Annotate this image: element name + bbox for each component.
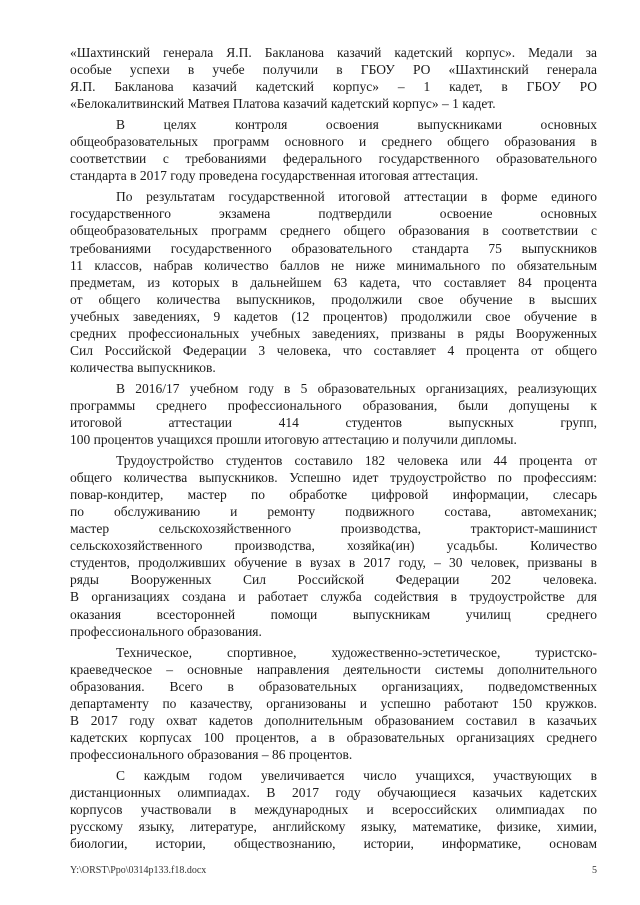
text-line: Сил Российской Федерации 3 человека, что составляет 4 процента от общего	[70, 342, 597, 358]
text-line: «Шахтинский генерала Я.П. Бакланова казачий кадетский корпус». Медали за	[70, 45, 597, 60]
text-line: государственного экзамена подтвердили освоение основных	[70, 206, 597, 222]
text-line: В целях контроля освоения выпускниками основных	[116, 117, 597, 133]
text-line: Техническое, спортивное, художественно-эстетическое, туристско-	[116, 644, 597, 660]
text-line: мастер сельскохозяйственного производства, тракторист-машинист	[70, 521, 597, 537]
text-line: 11 классов, набрав количество баллов не ниже минимального по обязательным	[70, 257, 597, 273]
text-line: департаменту по казачеству, организованы и успешно работают 150 кружков.	[70, 695, 597, 711]
text-line: ряды Вооруженных Сил Российской Федерации 202 человека.	[70, 572, 597, 588]
footer-file-path: Y:\ORST\Ppo\0314p133.f18.docx	[70, 865, 207, 876]
text-line: предметам, из которых в дальнейшем 63 кадета, что составляет 84 процента	[70, 274, 597, 290]
paragraph	[70, 452, 597, 640]
text-line: 100 процентов учащихся прошли итоговую аттестацию и получили дипломы.	[70, 432, 517, 448]
document-body	[70, 44, 597, 856]
text-line: образования. Всего в образовательных организациях, подведомственных	[70, 678, 597, 694]
text-line: В организациях создана и работает служба содействия в трудоустройстве для	[70, 589, 597, 605]
text-line: краеведческое – основные направления деятельности системы дополнительного	[70, 661, 597, 677]
text-line: По результатам государственной итоговой аттестации в форме единого	[116, 189, 597, 205]
text-line: соответствии с требованиями федерального государственного образовательного	[70, 151, 597, 167]
text-line: корпусов участвовали в международных и всероссийских олимпиадах по	[70, 802, 597, 818]
text-line: профессионального образования.	[70, 623, 262, 639]
paragraph	[70, 116, 597, 184]
text-line: повар-кондитер, мастер по обработке цифровой информации, слесарь	[70, 487, 597, 503]
text-line: С каждым годом увеличивается число учащихся, участвующих в	[116, 767, 597, 783]
text-line: «Белокалитвинский Матвея Платова казачий кадетский корпус» – 1 кадет.	[70, 96, 496, 112]
text-line: средних профессиональных учебных заведениях, призваны в ряды Вооруженных	[70, 325, 597, 341]
paragraph	[70, 644, 597, 763]
page-footer	[70, 865, 597, 879]
paragraph	[70, 767, 597, 852]
text-line: Я.П. Бакланова казачий кадетский корпус» – 1 кадет, в ГБОУ РО	[70, 79, 597, 95]
text-line: профессионального образования – 86 процентов.	[70, 746, 353, 762]
paragraph	[70, 44, 597, 112]
text-line: количества выпускников.	[70, 359, 216, 375]
text-line: особые успехи в учебе получили в ГБОУ РО «Шахтинский генерала	[70, 62, 597, 78]
text-line: программы среднего профессионального образования, были допущены к	[70, 397, 597, 413]
text-line: итоговой аттестации 414 студентов выпускных групп,	[70, 414, 597, 430]
text-line: студентов, продолживших обучение в вузах в 2017 году, – 30 человек, призваны в	[70, 555, 597, 571]
text-line: оказания всесторонней помощи выпускникам училищ среднего	[70, 606, 597, 622]
text-line: от общего количества выпускников, продолжили свое обучение в высших	[70, 291, 597, 307]
paragraph	[70, 380, 597, 448]
page-number: 5	[592, 865, 597, 876]
text-line: общего количества выпускников. Успешно идет трудоустройство по профессиям:	[70, 470, 597, 486]
text-line: русскому языку, литературе, английскому языку, математике, физике, химии,	[70, 819, 597, 835]
text-line: стандарта в 2017 году проведена государственная итоговая аттестация.	[70, 168, 479, 184]
text-line: кадетских корпусах 100 процентов, а в образовательных организациях среднего	[70, 729, 597, 745]
paragraph	[70, 188, 597, 376]
text-line: общеобразовательных программ основного и среднего общего образования в	[70, 134, 597, 150]
text-line: В 2017 году охват кадетов дополнительным образованием составил в казачьих	[70, 712, 597, 728]
text-line: общеобразовательных программ среднего общего образования в соответствии с	[70, 223, 597, 239]
text-line: дистанционных олимпиадах. В 2017 году обучающиеся казачьих кадетских	[70, 784, 597, 800]
text-line: биологии, истории, обществознанию, истории, информатике, основам	[70, 836, 597, 852]
text-line: сельскохозяйственного производства, хозяйка(ин) усадьбы. Количество	[70, 538, 597, 554]
text-line: по обслуживанию и ремонту подвижного состава, автомеханик;	[70, 504, 597, 520]
text-line: В 2016/17 учебном году в 5 образовательных организациях, реализующих	[116, 380, 597, 396]
text-line: Трудоустройство студентов составило 182 человека или 44 процента от	[116, 453, 597, 469]
text-line: требованиями государственного образовательного стандарта 75 выпускников	[70, 240, 597, 256]
text-line: учебных заведениях, 9 кадетов (12 процентов) продолжили свое обучение в	[70, 308, 597, 324]
